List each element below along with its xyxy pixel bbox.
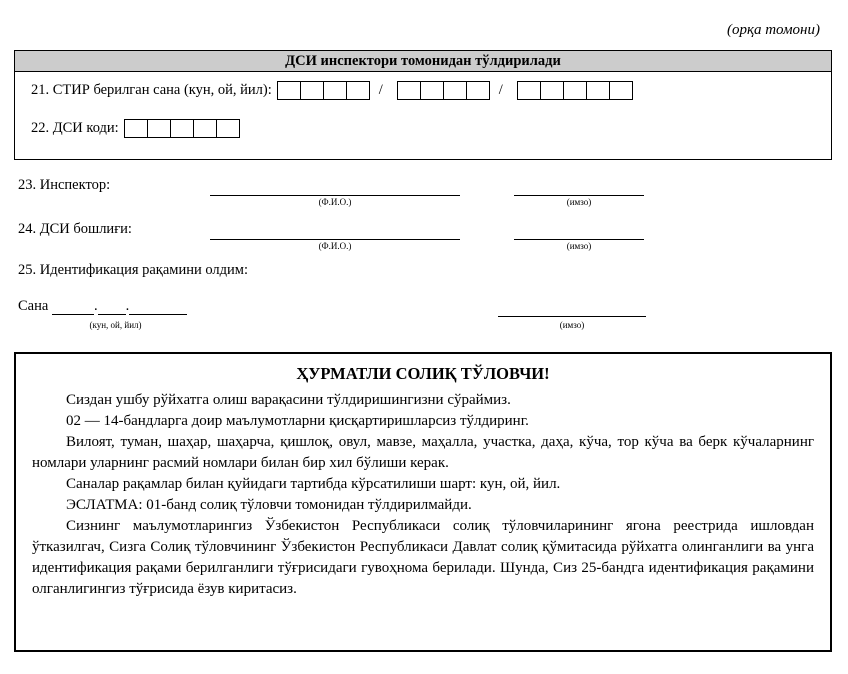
date-dot-2: .	[125, 298, 130, 314]
field-21-separator-2: /	[498, 82, 503, 98]
inspector-section	[14, 50, 832, 160]
date-received-label: Сана	[18, 298, 49, 314]
field-24-signature-line[interactable]	[514, 239, 644, 240]
notice-paragraph: 02 — 14-бандларга доир маълумотларни қисқартиришларсиз тўлдиринг.	[66, 413, 529, 429]
input-cell[interactable]	[323, 81, 347, 100]
date-received-row	[18, 298, 187, 315]
field-21-year-boxes[interactable]	[518, 81, 633, 100]
input-cell[interactable]	[586, 81, 610, 100]
field-23-label: 23. Инспектор:	[18, 177, 111, 193]
notice-paragraph: ЭСЛАТМА: 01-банд солиқ тўловчи томонидан тўлдирилмайди.	[66, 497, 472, 513]
field-24-fio-line[interactable]	[210, 239, 460, 240]
input-cell[interactable]	[193, 119, 217, 138]
field-21-month-boxes[interactable]	[398, 81, 490, 100]
field-23-fio-caption: (Ф.И.О.)	[318, 197, 352, 207]
input-cell[interactable]	[466, 81, 490, 100]
date-month-line[interactable]	[98, 300, 126, 315]
field-21-label: 21. СТИР берилган сана (кун, ой, йил):	[31, 82, 272, 98]
date-received-caption: (кун, ой, йил)	[89, 320, 142, 330]
input-cell[interactable]	[420, 81, 444, 100]
field-row-22	[31, 119, 240, 138]
input-cell[interactable]	[397, 81, 421, 100]
input-cell[interactable]	[609, 81, 633, 100]
field-21-day-boxes[interactable]	[278, 81, 370, 100]
input-cell[interactable]	[517, 81, 541, 100]
signature-row-23	[14, 175, 832, 219]
signature-row-24	[14, 219, 832, 263]
inspector-section-header: ДСИ инспектори томонидан тўлдирилади	[15, 51, 831, 72]
input-cell[interactable]	[170, 119, 194, 138]
field-25-label: 25. Идентификация рақамини олдим:	[18, 262, 249, 278]
field-22-label: 22. ДСИ коди:	[31, 120, 119, 136]
input-cell[interactable]	[124, 119, 148, 138]
input-cell[interactable]	[300, 81, 324, 100]
page-side-note: (орқа томони)	[726, 22, 820, 38]
input-cell[interactable]	[346, 81, 370, 100]
field-24-fio-caption: (Ф.И.О.)	[318, 241, 352, 251]
date-dot-1: .	[93, 298, 98, 314]
input-cell[interactable]	[216, 119, 240, 138]
input-cell[interactable]	[563, 81, 587, 100]
input-cell[interactable]	[147, 119, 171, 138]
notice-paragraph: Саналар рақамлар билан қуйидаги тартибда кўрсатилиши шарт: кун, ой, йил.	[66, 476, 561, 492]
notice-paragraph: Вилоят, туман, шаҳар, шаҳарча, қишлоқ, овул, мавзе, маҳалла, участка, даҳа, кўча, тор кўча ва берк кўчаларнинг номлари уларнинг расмий номлари билан бир хил бўлиши керак.	[32, 434, 814, 471]
taxpayer-signature-caption: (имзо)	[559, 320, 585, 330]
field-24-signature-caption: (имзо)	[566, 241, 592, 251]
signature-section	[14, 175, 832, 263]
taxpayer-signature-line[interactable]	[498, 316, 646, 317]
notice-paragraph: Сиздан ушбу рўйхатга олиш варақасини тўлдиришингизни сўраймиз.	[66, 392, 511, 408]
input-cell[interactable]	[277, 81, 301, 100]
notice-paragraph: Сизнинг маълумотларингиз Ўзбекистон Республикаси солиқ тўловчиларининг ягона реестрида ишловдан ўтказилгач, Сизга Солиқ тўловчининг Ўзбекистон Республикаси Давлат солиқ қўмитасида рўйхатга олинганлиги ва унга идентификация рақами берилганлиги тўғрисидаги гувоҳнома берилади. Шунда, Сиз 25-бандга идентификация рақамини олганлигингиз тўғрисида ёзув киритасиз.	[32, 518, 814, 597]
date-year-line[interactable]	[129, 300, 187, 315]
field-22-code-boxes[interactable]	[125, 119, 240, 138]
input-cell[interactable]	[540, 81, 564, 100]
notice-title: ҲУРМАТЛИ СОЛИҚ ТЎЛОВЧИ!	[296, 364, 550, 383]
field-24-label: 24. ДСИ бошлиғи:	[18, 221, 132, 237]
field-23-signature-caption: (имзо)	[566, 197, 592, 207]
date-day-line[interactable]	[52, 300, 94, 315]
field-23-signature-line[interactable]	[514, 195, 644, 196]
notice-section	[14, 352, 832, 652]
field-23-fio-line[interactable]	[210, 195, 460, 196]
input-cell[interactable]	[443, 81, 467, 100]
field-row-21	[31, 81, 633, 100]
field-21-separator-1: /	[378, 82, 383, 98]
